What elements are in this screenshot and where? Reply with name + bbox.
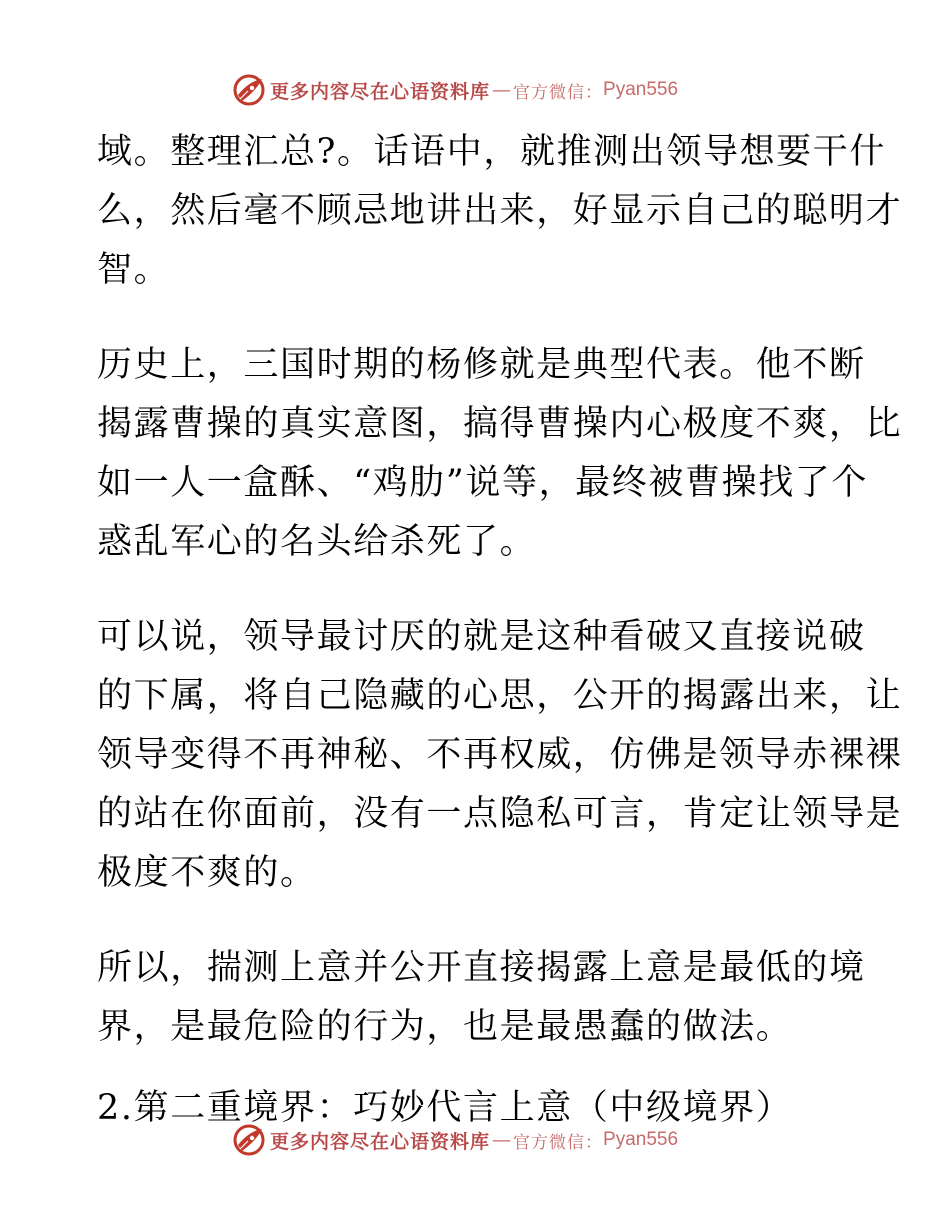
text-line: 界，是最危险的行为，也是最愚蠢的做法。 [97,1007,793,1047]
header-banner-inner [232,70,678,110]
text-line: 域。整理汇总?。话语中，就推测出领导想要干什 [97,132,886,172]
text-line: 智。 [97,250,171,290]
banner-separator: — [492,1129,512,1151]
text-line: 可以说，领导最讨厌的就是这种看破又直接说破 [97,617,866,657]
paragraph-gap [97,572,849,608]
paragraph-gap [97,300,849,336]
banner-contact-value: Pyan556 [603,79,679,100]
section-heading: 2.第二重境界：巧妙代言上意（中级境界） [97,1088,793,1128]
banner-contact-label: 官方微信： [513,82,604,103]
text-line: 领导变得不再神秘、不再权威，仿佛是领导赤裸裸 [97,735,903,775]
text-line: 所以，揣测上意并公开直接揭露上意是最低的境 [97,948,866,988]
header-banner [0,70,950,110]
paragraph [97,608,903,903]
footer-banner-inner [232,1120,678,1160]
text-line: 历史上，三国时期的杨修就是典型代表。他不断 [97,345,866,385]
document-body [97,123,903,1138]
pen-nib-logo-icon [232,73,266,107]
text-line: 的站在你面前，没有一点隐私可言，肯定让领导是 [97,794,903,834]
paragraph-gap [97,1057,849,1079]
paragraph [97,123,903,300]
text-line: 的下属，将自己隐藏的心思，公开的揭露出来，让 [97,676,903,716]
banner-separator: — [492,79,512,101]
banner-contact-value: Pyan556 [603,1129,679,1150]
footer-banner [0,1120,950,1160]
text-line: 如一人一盒酥、“鸡肋”说等，最终被曹操找了个 [97,463,868,503]
banner-contact-label: 官方微信： [513,1132,604,1153]
paragraph-gap [97,903,849,939]
text-line: 么，然后毫不顾忌地讲出来，好显示自己的聪明才 [97,191,903,231]
banner-brand-text: 更多内容尽在心语资料库 [270,80,491,103]
text-line: 惑乱军心的名头给杀死了。 [97,522,537,562]
pen-nib-logo-icon [232,1123,266,1157]
text-line: 揭露曹操的真实意图，搞得曹操内心极度不爽，比 [97,404,903,444]
paragraph [97,939,866,1057]
paragraph [97,336,903,572]
text-line: 极度不爽的。 [97,853,317,893]
banner-brand-text: 更多内容尽在心语资料库 [270,1130,491,1153]
